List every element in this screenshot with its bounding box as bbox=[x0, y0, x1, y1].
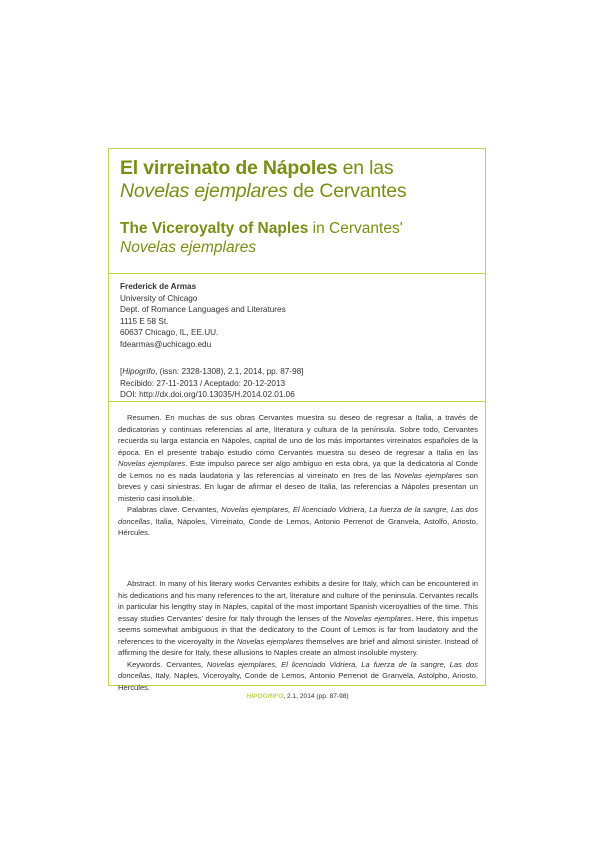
title-en-italic: Novelas ejemplares bbox=[120, 239, 257, 256]
resumen-paragraph bbox=[118, 412, 478, 504]
resumen-label: Resumen. bbox=[127, 413, 162, 422]
resumen-text-1: En muchas de sus obras Cervantes muestra su deseo de regresar a Italia, a través de dedicatorias y continuas referencias al arte, literatura y cultura de la península. Sobre todo, Cervantes recuerda su larga estancia en Nápoles, capital de uno de los más importantes virreinatos españoles de la época. En el presente trabajo estudio cómo Cervantes muestra su deseo de regresar a Italia en las bbox=[118, 413, 478, 457]
title-box bbox=[109, 149, 485, 274]
title-es-plain: en las bbox=[337, 157, 394, 179]
abstract-italic-2: Novelas ejemplares bbox=[236, 636, 304, 646]
abstract-text-3: themselves are brief and almost sinister. Instead of affirming the desire for Italy, these allusions to Naples create an almost insoluble mystery. bbox=[118, 636, 479, 657]
keywords-label: Keywords. bbox=[127, 659, 163, 669]
author-name: Frederick de Armas bbox=[120, 282, 197, 291]
palabras-text-2: , Italia, Nápoles, Virreinato, Conde de Lemos, Antonio Perrenot de Granvela, Astolfo, Ariosto, Hércules. bbox=[118, 516, 478, 537]
keywords-text-2: , Italy, Naples, Viceroyalty, Conde de Lemos, Antonio Perrenot de Granvela, Astolpho, Ariosto, Hercules. bbox=[118, 671, 478, 692]
title-en-plain: in Cervantes' bbox=[308, 220, 403, 237]
keywords-italic: Novelas ejemplares, El licenciado Vidriera, La fuerza de la sangre, Las dos doncellas bbox=[118, 659, 478, 680]
footer-journal: HIPOGRIFO bbox=[246, 693, 284, 700]
citation-journal: Hipogrifo bbox=[122, 367, 156, 376]
abstract-paragraph bbox=[118, 578, 478, 659]
resumen-text-3: son breves y casi siniestras. En lugar de afirmar el deseo de Italia, las referencias a Nápoles presentan un misterio casi insoluble. bbox=[118, 470, 478, 503]
abstract-english bbox=[118, 578, 478, 693]
page-footer bbox=[0, 693, 595, 700]
citation-open: [ bbox=[120, 367, 123, 376]
footer-info: , 2.1, 2014 (pp. 87-98) bbox=[283, 693, 349, 700]
author-block bbox=[120, 281, 480, 350]
author-email[interactable]: fdearmas@uchicago.edu bbox=[120, 339, 212, 349]
title-spanish bbox=[120, 157, 480, 203]
article-header-frame bbox=[108, 148, 486, 692]
title-es-italic: Novelas ejemplares bbox=[120, 180, 288, 202]
abstract-label: Abstract. bbox=[127, 579, 157, 588]
received-dates: Recibido: 27-11-2013 / Aceptado: 20-12-2013 bbox=[120, 378, 286, 388]
author-department: Dept. of Romance Languages and Literatures bbox=[120, 305, 286, 314]
author-city: 60637 Chicago, IL, EE.UU. bbox=[120, 328, 219, 337]
palabras-label: Palabras clave. bbox=[127, 505, 180, 514]
palabras-text-1: Cervantes, bbox=[179, 505, 222, 514]
citation-line bbox=[120, 366, 480, 378]
title-english bbox=[120, 219, 480, 257]
citation-block bbox=[120, 366, 480, 401]
abstract-box bbox=[109, 401, 485, 692]
keywords-paragraph bbox=[118, 659, 478, 694]
abstract-text-2: . Here, this impetus seems somewhat ambiguous in that the dedicatory to the Count of Lemos is far from laudatory and the references to the viceroyalty in the bbox=[118, 613, 478, 646]
title-es-end: de Cervantes bbox=[287, 180, 407, 202]
abstract-italic-1: Novelas ejemplares bbox=[344, 613, 412, 623]
doi-link[interactable]: DOI: http://dx.doi.org/10.13035/H.2014.02.01.06 bbox=[120, 390, 295, 399]
resumen-italic-2: Novelas ejemplares bbox=[394, 470, 463, 480]
resumen-text-2: . Este impulso parece ser algo ambiguo en esta obra, ya que la dedicatoria al Conde de Lemos no es nada laudatoria y las referencias al virreinato en tres de las bbox=[118, 459, 478, 480]
abstract-spanish bbox=[118, 412, 478, 539]
title-es-bold: El virreinato de Nápoles bbox=[120, 157, 338, 179]
resumen-italic-1: Novelas ejemplares bbox=[118, 459, 186, 468]
author-institution: University of Chicago bbox=[120, 293, 198, 303]
abstract-text-1: In many of his literary works Cervantes exhibits a desire for Italy, which can be encountered in his dedications and his many references to the art, literature and culture of the peninsula. Cervantes recalls in particular his lengthy stay in Naples, capital of the most important Spanish viceroyalties of the time. This essay studies Cervantes' desire for Italy through the lenses of the bbox=[118, 579, 478, 623]
author-street: 1115 E 58 St. bbox=[120, 316, 169, 326]
keywords-text-1: Cervantes, bbox=[162, 659, 207, 669]
title-en-bold: The Viceroyalty of Naples bbox=[120, 220, 309, 237]
palabras-paragraph bbox=[118, 504, 478, 539]
citation-rest: , (issn: 2328-1308), 2.1, 2014, pp. 87-98] bbox=[155, 367, 304, 376]
palabras-italic: Novelas ejemplares, El licenciado Vidriera, La fuerza de la sangre, Las dos doncellas bbox=[118, 505, 478, 526]
